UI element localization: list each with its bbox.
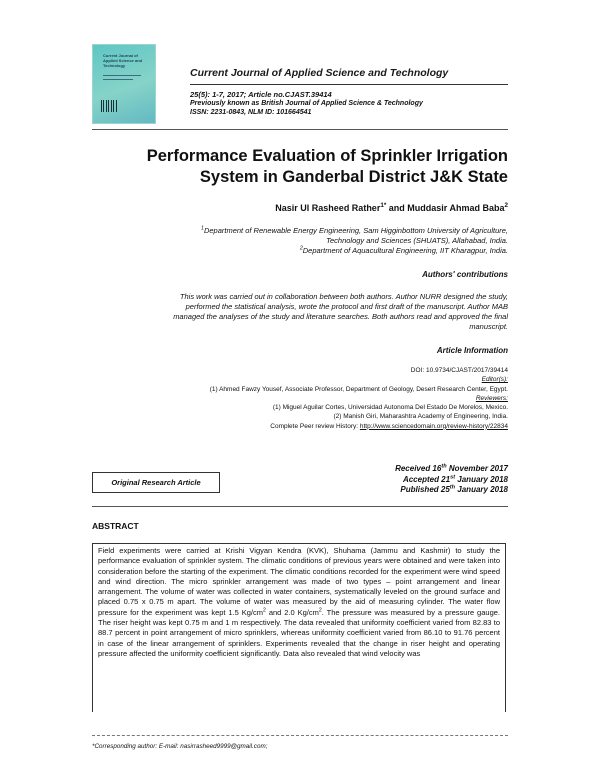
journal-name: Current Journal of Applied Science and Technology: [190, 67, 449, 79]
affiliation-1-sup: 1: [201, 225, 204, 232]
cover-title: Current Journal of Applied Science and Technology: [103, 53, 143, 68]
editor-1: (1) Ahmed Fawzy Yousef, Associate Professor, Department of Geology, Desert Research Center, Egypt.: [209, 385, 508, 393]
authors: [92, 203, 508, 213]
abstract-heading: ABSTRACT: [92, 521, 139, 531]
article-info-heading: Article Information: [436, 346, 508, 355]
affiliations: [92, 226, 508, 256]
cover-rule: [103, 75, 141, 76]
received-text: Received 16: [395, 464, 442, 473]
review-history-link[interactable]: http://www.sciencedomain.org/review-history/22834: [359, 422, 508, 430]
editors-label: Editor(s):: [481, 376, 508, 384]
affiliation-1-line2: Technology and Sciences (SHUATS), Allahabad, India.: [326, 236, 508, 245]
article-info: [92, 366, 508, 431]
published-text: Published 25: [400, 485, 450, 494]
contributions-line1: This work was carried out in collaboration between both authors. Author NURR designed the study,: [179, 292, 508, 301]
reviewer-1: (1) Miguel Aguilar Cortes, Universidad Autonoma Del Estado De Morelos, Mexico.: [272, 404, 508, 412]
corresponding-author-footnote: *Corresponding author: E-mail: nasirrasheed9999@gmail.com;: [92, 743, 268, 750]
header-bottom-rule: [92, 129, 508, 130]
review-history: [92, 422, 508, 431]
publication-dates: [300, 464, 508, 496]
contributions-line4: manuscript.: [469, 322, 508, 331]
contributions-line2: performed the statistical analysis, wrote the protocol and first draft of the manuscript. Author MAB: [185, 302, 508, 311]
author-1: Nasir Ul Rasheed Rather: [275, 203, 381, 213]
reviewer-2: (2) Manish Giri, Maharashtra Academy of Engineering, India.: [333, 413, 508, 421]
contributions-text: [92, 292, 508, 332]
published-month: January 2018: [455, 485, 508, 494]
header-rule: [190, 84, 508, 85]
published-sup: th: [449, 484, 456, 491]
abstract-text-1: Field experiments were carried at Krishi Vigyan Kendra (KVK), Shuhama (Jammu and Kashmir) to study the performance evaluation of sprinkler system. The climatic conditions of previous years were obtained and were taken into consideration before the starting of the experiment. The climatic conditions recorded for the experiment were wind speed and wind direction. The micro sprinkler arrangement was made of two types – point arrangement and linear arrangement. The volume of water was collected in water containers, systematically leveled on the ground surface and placed 0.75 x 0.75 m apart. The volume of water was measured by the aid of measuring cylinder. The water flow pressure for the experiment was kept 1.5 Kg/cm: [98, 546, 500, 617]
authors-and: and: [386, 203, 408, 213]
journal-meta: [190, 90, 423, 117]
footnote-rule: [92, 735, 508, 736]
affiliation-2-sup: 2: [299, 245, 303, 252]
review-history-label: Complete Peer review History:: [270, 422, 360, 430]
received-month: November 2017: [446, 464, 508, 473]
contributions-line3: managed the analyses of the study and literature searches. Both authors read and approved the final: [173, 312, 508, 321]
journal-previously: Previously known as British Journal of Applied Science & Technology: [190, 100, 423, 107]
author-1-sup: 1*: [380, 202, 387, 209]
affiliation-2-text: Department of Aquacultural Engineering, IIT Kharagpur, India.: [302, 246, 508, 255]
accepted-sup: st: [450, 473, 456, 480]
affiliation-1-text: Department of Renewable Energy Engineering, Sam Higginbottom University of Agriculture,: [203, 226, 508, 235]
accepted-text: Accepted 21: [402, 474, 451, 484]
abstract-text-2: and 2.0 Kg/cm: [265, 607, 319, 617]
paper-title-line2: System in Ganderbal District J&K State: [199, 168, 508, 186]
accepted-month: January 2018: [455, 474, 508, 484]
reviewers-label: Reviewers:: [475, 394, 508, 402]
article-type: Original Research Article: [111, 478, 201, 487]
published-date: [300, 485, 508, 496]
received-date: [300, 464, 508, 475]
author-2-sup: 2: [504, 202, 508, 209]
barcode-icon: [101, 100, 117, 112]
cover-rule: [103, 79, 133, 80]
journal-issue: 25(5): 1-7, 2017; Article no.CJAST.39414: [190, 90, 332, 99]
author-2: Muddasir Ahmad Baba: [407, 203, 505, 213]
affiliation-2: [92, 246, 508, 256]
abstract-box: [92, 543, 506, 712]
journal-cover-image: [93, 45, 155, 123]
abstract-text-3: . The pressure was measured by a pressure gauge. The riser height was kept 0.75 m and 1 m respectively. The data revealed that uniformity coefficient varied from 82.83 to 88.7 percent in point arrangement of micro sprinklers, whereas uniformity coefficient varied from 86.10 to 91.76 percent in case of the linear arrangement of sprinklers. Experiments revealed that the change in riser height and operating pressure affected the uniformity coefficient significantly. Data also revealed that wind velocity was: [98, 607, 500, 658]
abstract-sup-2: 2: [318, 607, 322, 614]
abstract-sup-1: 2: [263, 607, 266, 614]
doi: DOI: 10.9734/CJAST/2017/39414: [410, 367, 508, 374]
dates-bottom-rule: [92, 506, 508, 507]
journal-issn: ISSN: 2231-0843, NLM ID: 101664541: [190, 109, 312, 116]
contributions-heading: Authors' contributions: [422, 270, 508, 279]
article-type-box: [92, 472, 220, 493]
paper-title: [92, 146, 508, 188]
affiliation-1-line1: [92, 226, 508, 236]
paper-title-line1: Performance Evaluation of Sprinkler Irrigation: [146, 147, 508, 165]
received-sup: th: [441, 463, 447, 470]
accepted-date: [300, 475, 508, 486]
